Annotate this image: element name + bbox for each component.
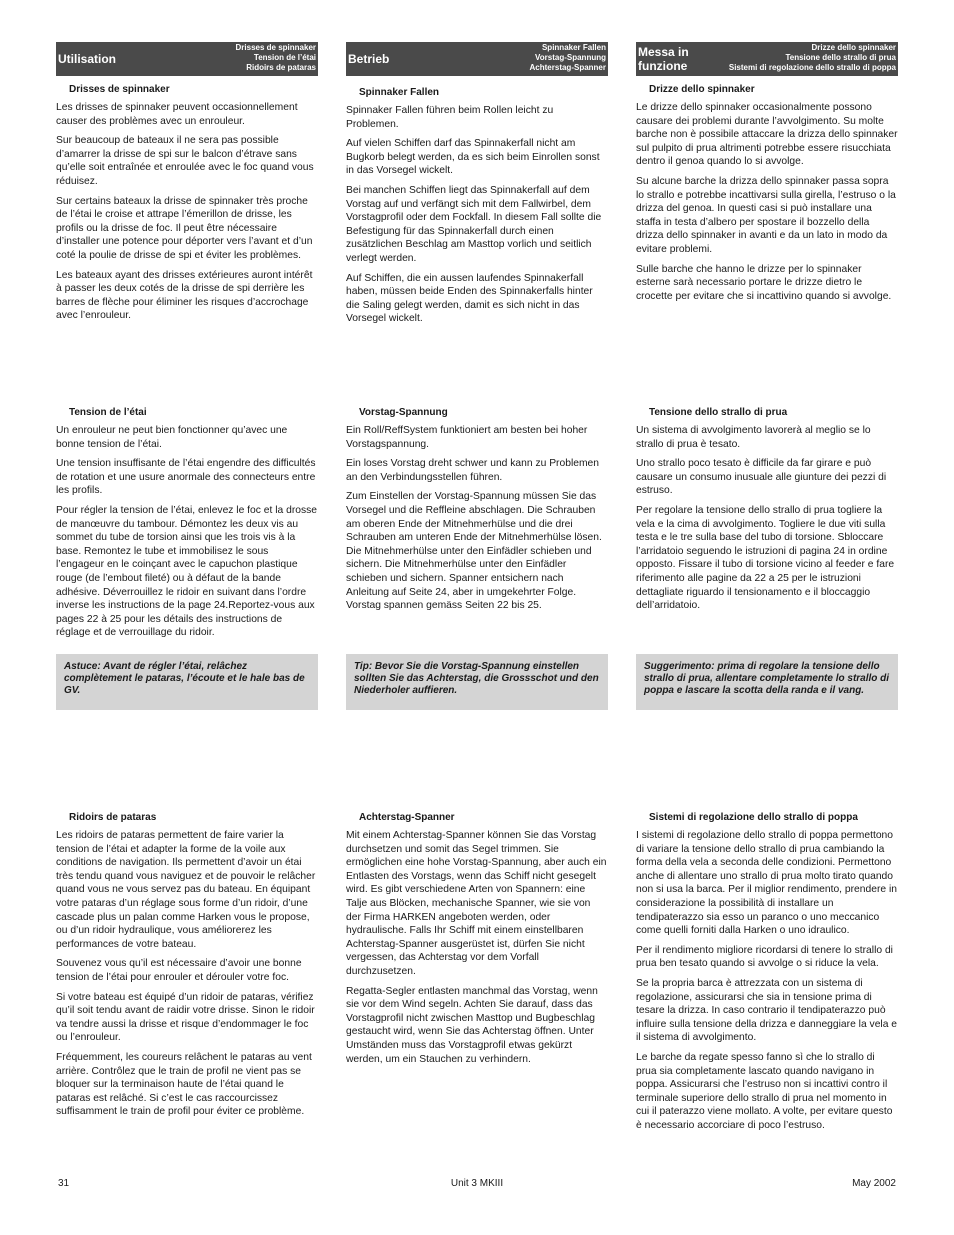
column-french: [56, 42, 318, 1118]
paragraph: Le barche da regate spesso fanno sì che lo strallo di prua sia completamente lascato quando navigano in poppa. Assicurarsi che l’estruso non si incattivi contro il terminale superiore dello strallo di prua nel momento in cui il paterazzo viene mollato. A volte, per evitare questo è necessario accorciare di poco l’estruso.: [636, 1051, 893, 1131]
paragraph: Sur beaucoup de bateaux il ne sera pas possible d’amarrer la drisse de spi sur le balcon d’étrave sans qu’elle soit entraînée et enroulée avec le foc quand vous réduisez.: [56, 135, 314, 187]
section-forestay-tension: [636, 407, 898, 619]
paragraph: Se la propria barca è attrezzata con un sistema di regolazione, assicurarsi che sia in tensione prima di tesare la drizza. In caso contrario il tendipaterazzo può influire sulla tensione della drizza e danneggiare la vela e il sistema di avvolgimento.: [636, 977, 898, 1044]
section-backstay-adjusters: [636, 812, 898, 1138]
tip-box: Suggerimento: prima di regolare la tensione dello strallo di prua, allentare completamente lo strallo di poppa e lascare la scotta della randa e il vang.: [636, 654, 898, 710]
paragraph: Sulle barche che hanno le drizze per lo spinnaker esterne sarà necessario portare le drizze dietro le crocette per evitare che si incattivino quando si avvolge.: [636, 263, 892, 302]
paragraph: Bei manchen Schiffen liegt das Spinnakerfall auf dem Vorstag auf und verfängt sich mit dem Fallwirbel, dem Vorstagprofil oder dem Fockfall. In diesem Fall sollte die Befestigung für das Spinnakerfall durch einen zusätzlichen Beschlag am Masttop vorlich und seitlich verlegt werden.: [346, 184, 602, 264]
section-heading: Drisses de spinnaker: [69, 84, 170, 95]
paragraph: Mit einem Achterstag-Spanner können Sie das Vorstag durchsetzen und somit das Segel trimmen. Sie ermöglichen eine hohe Vorstag-Spannung, aber auch ein Entlasten des Vorstags, wenn das Schiff nicht gesegelt wird. Es gibt verschiedene Arten von Spannern: eine Talje aus Blöcken, mechanische Spanner, wie sie von der Firma HARKEN angeboten werden, oder hydraulische. Falls Ihr Schiff mit einem einstellbaren Achterstag-Spanner ausgerüstet ist, dürfen Sie nicht vergessen, das Achterstag vor dem Vorfall durchzusetzen.: [346, 830, 607, 977]
paragraph: Spinnaker Fallen führen beim Rollen leicht zu Problemen.: [346, 105, 554, 130]
paragraph: Les ridoirs de pataras permettent de faire varier la tension de l’étai et adapter la forme de la voile aux conditions de navigation. Ils permettent d’avoir un étai très tendu quand vous naviguez et de pouvoir le relâcher quand vous ne vous servez pas du bateau. En équipant votre pataras d’un réglage sous forme d’un ridoir, d’une cascade plus un palan comme Harken vous le propose, ou d’un ridoir hydraulique, vous améliorerez les performances de votre bateau.: [56, 830, 316, 950]
header-topics: [530, 43, 606, 73]
section-header: [346, 42, 608, 76]
paragraph: Pour régler la tension de l’étai, enlevez le foc et la drosse de manœuvre du tambour. Démontez les deux vis au sommet du tube de torsion ainsi que les trois vis à la base. Remontez le tube et immobilisez le sous l’engageur en le coinçant avec le capuchon plastique rouge (de l’embout fileté) ou à défaut de la bande adhésive. Déverrouillez le ridoir en suivant dans l’ordre inverse les instructions de la page 24.Reportez-vous aux pages 22 à 25 pour les détails des instructions de réglage et de verrouillage du ridoir.: [56, 504, 318, 639]
footer-product: Unit 3 MKIII: [450, 1178, 504, 1189]
paragraph: I sistemi di regolazione dello strallo di poppa permettono di variare la tensione dello strallo di prua cambiando la forma della vela a seconda delle condizioni. Permettono anche di allentare uno strallo di prua molto tirato quando non si usa la barca. Per il miglior rendimento, prendere in considerazione la possibilità di installare un tendipaterazzo sia esso un paranco o uno meccanico come quelli forniti dalla Harken o uno idraulico.: [636, 830, 897, 937]
header-topic: Spinnaker Fallen: [541, 43, 606, 52]
column-german: [346, 42, 608, 1065]
paragraph: Auf Schiffen, die ein aussen laufendes Spinnakerfall haben, müssen beide Enden des Spinnakerfalls hinter die Saling gelegt werden, damit es sich nicht in das Vorsegel wickelt.: [346, 272, 593, 325]
paragraph: Les bateaux ayant des drisses extérieures auront intérêt à passer les deux cotés de la drisse de spi derrière les barres de flèche pour éliminer les risques d’accrochage avec l’enrouleur.: [56, 269, 313, 322]
section-heading: Vorstag-Spannung: [359, 407, 448, 418]
header-topic: Sistemi di regolazione dello strallo di poppa: [728, 63, 896, 72]
paragraph: Le drizze dello spinnaker occasionalmente possono causare dei problemi durante l’avvolgimento. Su molte barche non è possibile attaccare la drizza dello spinnaker sul pulpito di prua altrimenti potrebbe essere risucchiata dentro il genoa quando lo si avvolge.: [636, 102, 898, 168]
paragraph: Per regolare la tensione dello strallo di prua togliere la vela e la cima di avvolgimento. Togliere le due viti sulla testa e le tre sulla base del tubo di torsione. Sbloccare l’arridatoio seguendo le istruzioni di pagina 24 in ordine opposto. Fissare il tubo di torsione vicino al feeder e fare riferimento alle pagine da 22 a 25 per le istruzioni dettagliate riguardo il tensionamento e il bloccaggio dell’arridatoio.: [636, 504, 895, 612]
footer-date: May 2002: [852, 1178, 896, 1189]
header-topics: [729, 43, 896, 73]
header-title: Betrieb: [348, 52, 390, 66]
paragraph: Fréquemment, les coureurs relâchent le pataras au vent arrière. Contrôlez que le train de profil ne vient pas se bloquer sur la terminaison haute de l’étai quand le pataras est relâché. Si c’est le cas raccourcissez suffisamment le train de profil pour éviter ce problème.: [56, 1051, 312, 1118]
section-heading: Spinnaker Fallen: [359, 87, 440, 98]
section-spinnaker-halyards: [636, 84, 898, 309]
paragraph: Auf vielen Schiffen darf das Spinnakerfall nicht am Bugkorb belegt werden, da es sich beim Einrollen sonst in das Vorsegel wickelt.: [346, 138, 600, 177]
paragraph: Un enrouleur ne peut bien fonctionner qu’avec une bonne tension de l’étai.: [56, 425, 288, 450]
section-forestay-tension: [56, 407, 318, 646]
paragraph: Si votre bateau est équipé d’un ridoir de pataras, vérifiez qu’il soit tendu avant de raidir votre drisse. Sinon le ridoir va tendre aussi la drisse et risque d’endommager le foc ou l’enrouleur.: [56, 991, 315, 1044]
header-topics: [236, 43, 316, 73]
section-header: [56, 42, 318, 76]
tip-box: Astuce: Avant de régler l’étai, relâchez complètement le pataras, l’écoute et le hale bas de GV.: [56, 654, 318, 710]
header-topic: Drisses de spinnaker: [235, 43, 316, 52]
paragraph: Ein loses Vorstag dreht schwer und kann zu Problemen an den Verbindungsstellen führen.: [346, 458, 599, 483]
section-backstay-adjusters: [346, 812, 608, 1072]
paragraph: Une tension insuffisante de l’étai engendre des difficultés de rotation et une usure anormale des connecteurs entre les profils.: [56, 458, 316, 497]
paragraph: Regatta-Segler entlasten manchmal das Vorstag, wenn sie vor dem Wind segeln. Achten Sie darauf, dass das Vorstagprofil nicht zwischen Masttop und Bugbeschlag gestaucht wird, wenn Sie das Achterstag öffnen. Unter Umständen muss das Vorstagprofil etwas gekürzt werden, um ein Stauchen zu verhindern.: [346, 985, 598, 1065]
paragraph: Zum Einstellen der Vorstag-Spannung müssen Sie das Vorsegel und die Reffleine abschlagen. Die Schrauben am oberen Ende der Mitnehmerhülse und die drei Schrauben am unteren Ende der Mitnehmerhülse lösen. Die Mitnehmerhülse unter den Einfädler schieben und sichern. Die Mitnehmerhülse unter den Einfädler schieben und sichern. Spanner entsichern nach Anleitung auf Seite 24, aber in umgekehrter Folge. Vorstag spannen gemäss Seiten 22 bis 25.: [346, 491, 602, 612]
section-spinnaker-halyards: [346, 87, 608, 332]
header-topic: Ridoirs de pataras: [246, 63, 316, 72]
paragraph: Su alcune barche la drizza dello spinnaker passa sopra lo strallo e potrebbe incattivarsi sulla girella, l’estruso o la drizza del genoa. In questi casi si può installare una staffa in testa d’albero per spostare il bozzello della drizza dello spinnaker in avanti e da un lato in modo da evitare problemi.: [636, 175, 896, 255]
section-header: [636, 42, 898, 76]
section-backstay-adjusters: [56, 812, 318, 1125]
paragraph: Uno strallo poco tesato è difficile da far girare e può causare un consumo inusuale alle giunture dei pezzi di estruso.: [636, 458, 887, 497]
header-topic: Drizze dello spinnaker: [811, 43, 896, 52]
column-italian: [636, 42, 898, 1131]
section-heading: Tensione dello strallo di prua: [649, 407, 788, 418]
section-heading: Ridoirs de pataras: [69, 812, 157, 823]
section-heading: Tension de l’étai: [69, 407, 147, 418]
page-number: 31: [58, 1178, 70, 1189]
header-topic: Tension de l’étai: [253, 53, 316, 62]
section-spinnaker-halyards: [56, 84, 318, 329]
section-heading: Achterstag-Spanner: [359, 812, 455, 823]
section-heading: Sistemi di regolazione dello strallo di poppa: [649, 812, 858, 823]
paragraph: Sur certains bateaux la drisse de spinnaker très proche de l’étai le croise et attrape l’émerillon de drisse, les profils ou la drisse de foc. Il peut être nécessaire d’installer une potence pour déporter vers l’avant et d’un coté la poulie de drisse de spi et éviter les problèmes.: [56, 195, 313, 261]
section-heading: Drizze dello spinnaker: [649, 84, 755, 95]
header-title: Messa in funzione: [638, 45, 689, 73]
header-topic: Tensione dello strallo di prua: [785, 53, 896, 62]
paragraph: Souvenez vous qu’il est nécessaire d’avoir une bonne tension de l’étai pour enrouler et dérouler votre foc.: [56, 958, 302, 983]
paragraph: Les drisses de spinnaker peuvent occasionnellement causer des problèmes avec un enrouleur.: [56, 102, 298, 127]
header-title: Utilisation: [58, 52, 117, 66]
header-topic: Vorstag-Spannung: [535, 53, 606, 62]
paragraph: Un sistema di avvolgimento lavorerà al meglio se lo strallo di prua è tesato.: [636, 425, 871, 450]
section-forestay-tension: [346, 407, 608, 619]
paragraph: Per il rendimento migliore ricordarsi di tenere lo strallo di prua ben tesato quando si avvolge o si riduce la vela.: [636, 944, 893, 970]
paragraph: Ein Roll/ReffSystem funktioniert am besten bei hoher Vorstagspannung.: [346, 425, 588, 450]
tip-box: Tip: Bevor Sie die Vorstag-Spannung einstellen sollten Sie das Achterstag, die Grossschot und den Niederholer auffieren.: [346, 654, 608, 710]
header-topic: Achterstag-Spanner: [529, 63, 606, 72]
